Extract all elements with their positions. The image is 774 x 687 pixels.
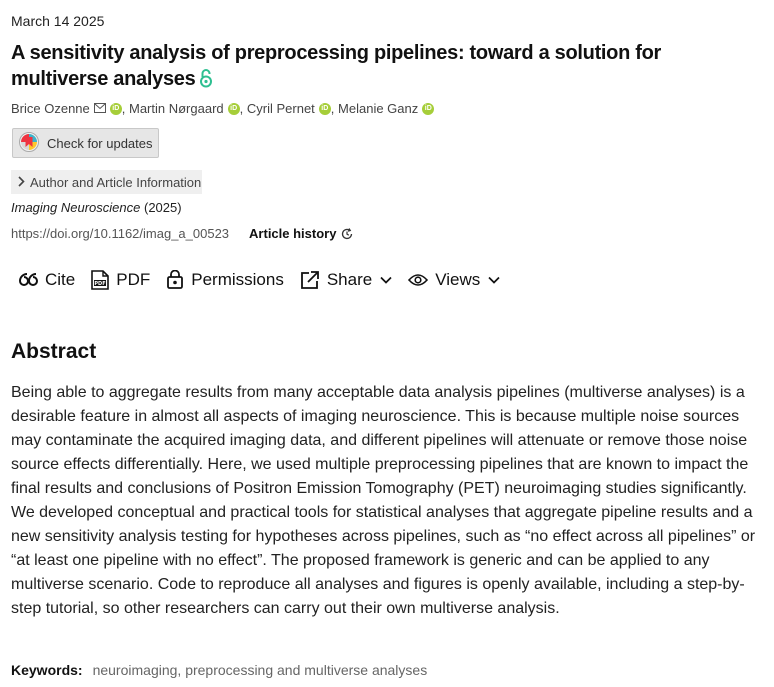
orcid-icon[interactable]: iD — [228, 103, 240, 115]
doi-row — [11, 226, 353, 241]
article-history-button[interactable] — [249, 226, 353, 241]
open-access-icon — [199, 68, 213, 95]
pdf-icon — [91, 270, 109, 290]
author-name[interactable]: Melanie Ganz — [338, 101, 419, 116]
author-name[interactable]: Brice Ozenne — [11, 101, 90, 116]
author-link[interactable] — [247, 101, 331, 116]
keywords-label: Keywords: — [11, 662, 83, 678]
article-title — [11, 40, 761, 95]
quote-icon — [18, 272, 38, 288]
chevron-down-icon — [380, 276, 392, 284]
author-name[interactable]: Martin Nørgaard — [129, 101, 224, 116]
chevron-right-icon — [17, 175, 25, 190]
author-link[interactable] — [338, 101, 434, 116]
views-label: Views — [435, 270, 481, 289]
author-list — [11, 101, 434, 116]
abstract-text: Being able to aggregate results from many acceptable data analysis pipelines (multiverse analyses) is a desirable feature in almost all aspects of imaging neuroscience. This is because multiple noise sources may contaminate the acquired imaging data, and different pipelines will attenuate or remove those noise source effects differentially. Here, we used multiple preprocessing pipelines that are known to impact the final results and conclusions of Positron Emission Tomography (PET) neuroimaging studies significantly. We developed conceptual and practical tools for statistical analyses that aggregate pipeline results and a new sensitivity analysis testing for hypotheses across pipelines, such as “no effect across all pipelines” or “at least one pipeline with no effect”. The proposed framework is generic and can be applied to any multiverse scenario. Code to reproduce all analyses and figures is openly available, including a step-by-step tutorial, so other researchers can carry out their own multiverse analysis. — [11, 384, 756, 617]
permissions-button[interactable] — [166, 270, 284, 290]
article-title-text: A sensitivity analysis of preprocessing pipelines: toward a solution for multiverse analyses — [11, 42, 662, 90]
check-for-updates-button[interactable] — [12, 128, 159, 158]
permissions-label: Permissions — [191, 270, 284, 289]
abstract-heading: Abstract — [11, 340, 97, 363]
journal-year: (2025) — [143, 200, 182, 215]
author-separator: , — [121, 101, 129, 116]
author-article-info-toggle[interactable] — [11, 170, 202, 194]
author-info-label: Author and Article Information — [30, 174, 202, 190]
article-history-label: Article history — [249, 226, 337, 241]
author-link[interactable] — [11, 101, 122, 116]
mail-icon[interactable] — [94, 101, 106, 116]
orcid-icon[interactable]: iD — [319, 103, 331, 115]
share-icon — [300, 270, 320, 290]
orcid-icon[interactable]: iD — [110, 103, 122, 115]
chevron-down-icon — [488, 276, 500, 284]
author-separator: , — [239, 101, 247, 116]
eye-icon — [408, 273, 428, 287]
author-separator: , — [330, 101, 339, 116]
article-toolbar — [18, 266, 516, 294]
keywords-links[interactable]: neuroimaging, preprocessing and multiverse analyses — [92, 662, 428, 678]
pdf-label: PDF — [116, 270, 151, 289]
pdf-button[interactable] — [91, 270, 150, 290]
author-link[interactable] — [129, 101, 240, 116]
check-for-updates-label: Check for updates — [47, 135, 153, 151]
permissions-icon — [166, 270, 184, 290]
author-name[interactable]: Cyril Pernet — [246, 101, 315, 116]
cite-button[interactable] — [18, 270, 75, 290]
svg-text:PDF: PDF — [94, 281, 106, 287]
crossmark-icon — [19, 132, 39, 155]
cite-label: Cite — [45, 270, 76, 289]
share-button[interactable] — [300, 270, 392, 290]
history-icon — [341, 228, 353, 240]
publication-date: March 14 2025 — [11, 13, 105, 29]
share-label: Share — [326, 270, 373, 289]
orcid-icon[interactable]: iD — [422, 103, 434, 115]
journal-citation — [11, 200, 182, 215]
keywords-row — [11, 662, 427, 678]
journal-name: Imaging Neuroscience — [11, 200, 141, 215]
doi-link[interactable]: https://doi.org/10.1162/imag_a_00523 — [11, 226, 230, 241]
views-button[interactable] — [408, 270, 500, 290]
